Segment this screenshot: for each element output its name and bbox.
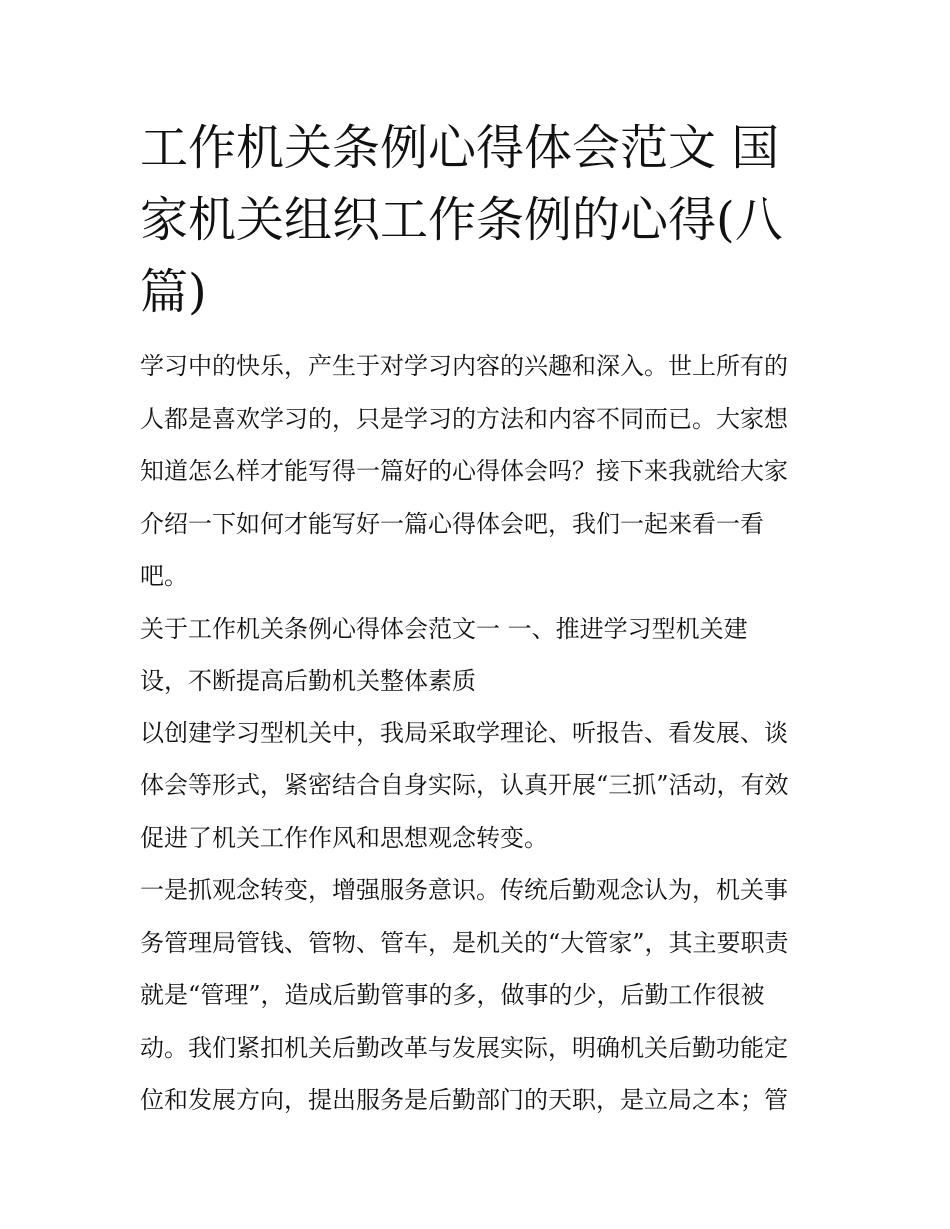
body-paragraph-2 xyxy=(140,864,812,1127)
section-heading xyxy=(140,603,812,707)
document-content xyxy=(140,112,812,1127)
title-line: 篇) xyxy=(140,264,207,320)
text-line: 促进了机关工作作风和思想观念转变。 xyxy=(140,823,548,852)
text-line: 介绍一下如何才能写好一篇心得体会吧，我们一起来看一看 xyxy=(140,509,764,538)
text-line: 务管理局管钱、管物、管车，是机关的“大管家”，其主要职责 xyxy=(140,928,789,957)
text-line: 以创建学习型机关中，我局采取学理论、听报告、看发展、谈 xyxy=(140,718,788,747)
text-line: 动。我们紧扣机关后勤改革与发展实际，明确机关后勤功能定 xyxy=(140,1033,788,1062)
title-line: 家机关组织工作条例的心得(八 xyxy=(140,192,783,248)
text-line: 吧。 xyxy=(140,562,188,590)
title-line: 工作机关条例心得体会范文 国 xyxy=(140,120,780,176)
text-line: 关于工作机关条例心得体会范文一 一、推进学习型机关建 xyxy=(140,614,748,643)
body-paragraph-1 xyxy=(140,707,812,865)
text-line: 人都是喜欢学习的，只是学习的方法和内容不同而已。大家想 xyxy=(140,404,788,433)
text-line: 就是“管理”，造成后勤管事的多，做事的少，后勤工作很被 xyxy=(140,981,765,1009)
text-line: 设，不断提高后勤机关整体素质 xyxy=(140,666,476,695)
text-line: 学习中的快乐，产生于对学习内容的兴趣和深入。世上所有的 xyxy=(140,352,788,380)
intro-paragraph xyxy=(140,340,812,603)
text-line: 位和发展方向，提出服务是后勤部门的天职，是立局之本；管 xyxy=(140,1086,788,1114)
document-title xyxy=(140,112,812,328)
text-line: 体会等形式，紧密结合自身实际，认真开展“三抓”活动，有效 xyxy=(140,771,789,799)
text-line: 知道怎么样才能写得一篇好的心得体会吗？接下来我就给大家 xyxy=(140,457,788,485)
text-line: 一是抓观念转变，增强服务意识。传统后勤观念认为，机关事 xyxy=(140,876,788,904)
